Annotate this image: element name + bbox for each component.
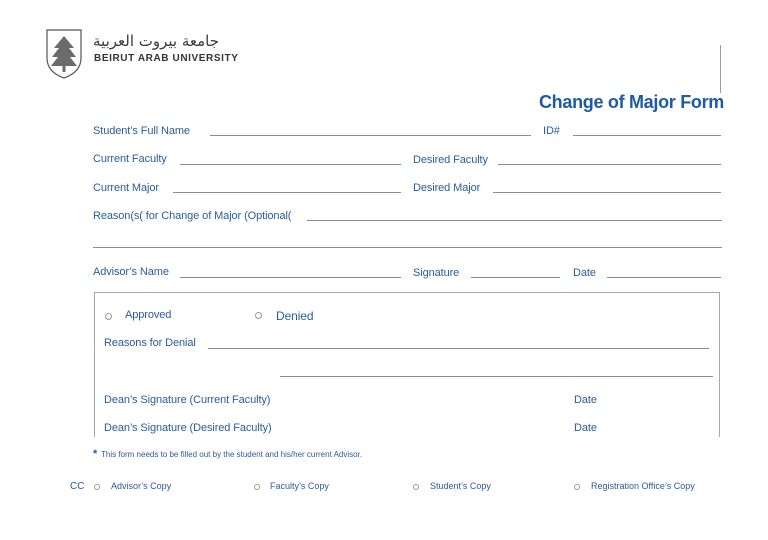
reasons-field-line2[interactable] xyxy=(93,247,722,248)
desired-faculty-field[interactable] xyxy=(498,164,721,165)
header-divider xyxy=(720,45,721,93)
cedar-shield-icon xyxy=(45,28,83,80)
reasons-denial-label: Reasons for Denial xyxy=(104,337,196,349)
current-major-field[interactable] xyxy=(173,192,401,193)
registration-copy-label: Registration Office’s Copy xyxy=(591,481,695,491)
denied-radio[interactable] xyxy=(255,312,262,319)
desired-major-label: Desired Major xyxy=(413,182,481,194)
current-faculty-label: Current Faculty xyxy=(93,153,167,165)
reasons-field-line1[interactable] xyxy=(307,220,722,221)
student-copy-radio[interactable] xyxy=(413,484,419,490)
dean-current-label: Dean’s Signature (Current Faculty) xyxy=(104,394,271,406)
dean-desired-date-label: Date xyxy=(574,422,597,434)
date-label: Date xyxy=(573,267,596,279)
dean-current-date-label: Date xyxy=(574,394,597,406)
signature-label: Signature xyxy=(413,267,460,279)
logo-arabic-text: جامعة بيروت العربية xyxy=(93,32,220,50)
student-copy-label: Student’s Copy xyxy=(430,481,491,491)
advisor-name-label: Advisor’s Name xyxy=(93,266,169,278)
desired-major-field[interactable] xyxy=(493,192,721,193)
current-faculty-field[interactable] xyxy=(180,164,401,165)
id-field[interactable] xyxy=(573,135,721,136)
desired-faculty-label: Desired Faculty xyxy=(413,154,488,166)
reasons-denial-field-line2[interactable] xyxy=(280,376,713,377)
id-label: ID# xyxy=(543,125,560,137)
current-major-label: Current Major xyxy=(93,182,159,194)
footnote-text: This form needs to be filled out by the student and his/her current Advisor. xyxy=(101,450,363,459)
form-title: Change of Major Form xyxy=(538,92,724,112)
footnote-asterisk: * xyxy=(93,448,98,460)
registration-copy-radio[interactable] xyxy=(574,484,580,490)
denied-label: Denied xyxy=(276,309,314,323)
advisor-name-field[interactable] xyxy=(180,277,401,278)
dean-desired-label: Dean’s Signature (Desired Faculty) xyxy=(104,422,272,434)
faculty-copy-radio[interactable] xyxy=(254,484,260,490)
approved-label: Approved xyxy=(125,309,172,321)
student-name-label: Student’s Full Name xyxy=(93,125,190,137)
reasons-denial-field-line1[interactable] xyxy=(208,348,709,349)
faculty-copy-label: Faculty’s Copy xyxy=(270,481,329,491)
cc-label: CC xyxy=(70,481,85,492)
approved-radio[interactable] xyxy=(105,313,112,320)
student-name-field[interactable] xyxy=(210,135,531,136)
advisor-copy-label: Advisor’s Copy xyxy=(111,481,172,491)
advisor-copy-radio[interactable] xyxy=(94,484,100,490)
reasons-label: Reason(s( for Change of Major (Optional( xyxy=(93,210,292,222)
logo-english-text: BEIRUT ARAB UNIVERSITY xyxy=(94,53,239,64)
decision-box xyxy=(94,292,720,437)
university-logo xyxy=(45,28,239,80)
date-field[interactable] xyxy=(607,277,721,278)
signature-field[interactable] xyxy=(471,277,560,278)
